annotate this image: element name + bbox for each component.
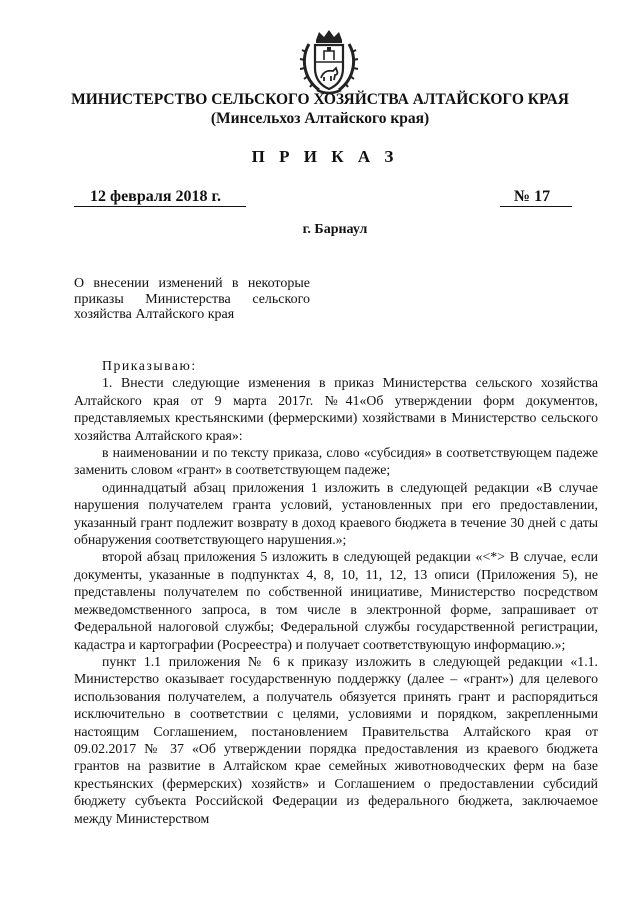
order-subject: О внесении изменений в некоторые приказы Министерства сельского хозяйства Алтайского края: [74, 276, 310, 322]
body-paragraph: одиннадцатый абзац приложения 1 изложить в следующей редакции «В случае нарушения получателем гранта условий, установленных при его предоставлении, указанный грант подлежит возврату в доход краевого бюджета в течение 30 дней с даты обнаружения соответствующего нарушения.»;: [74, 479, 598, 548]
order-number: № 17: [500, 188, 572, 207]
ministry-short-name: (Минсельхоз Алтайского края): [210, 110, 430, 127]
body-paragraph: второй абзац приложения 5 изложить в следующей редакции «<*> В случае, если документы, указанные в подпунктах 4, 8, 10, 11, 12, 13 описи (Приложения 5), не представлены получателем по собственной инициативе, Министерство посредством межведомственного запроса, в том числе в электронной форме, запрашивает от Федеральной налоговой службы; Федеральной службы государственной регистрации, кадастра и картографии (Росреестра) и получает соответствующую информацию.»;: [74, 549, 598, 652]
altai-krai-coat-of-arms-icon: [297, 30, 361, 96]
order-date: 12 февраля 2018 г.: [74, 188, 246, 207]
body-paragraph: пункт 1.1 приложения № 6 к приказу изложить в следующей редакции «1.1. Министерство оказывает государственную поддержку (далее – «грант») для целевого использования получателем, а получатель обязуется принять грант и распорядиться исключительно в соответствии с целями, условиями и порядком, закрепленными настоящим Соглашением, постановлением Правительства Алтайского края от 09.02.2017 № 37 «Об утверждении порядка предоставления из краевого бюджета грантов на развитие в Алтайском крае семейных животноводческих ферм на базе крестьянских (фермерских) хозяйств» и Соглашением о предоставлении субсидий бюджету субъекта Российской Федерации из федерального бюджета, заключаемое между Министерством: [74, 653, 598, 826]
document-title: П Р И К А З: [251, 147, 399, 166]
order-intro: Приказываю:: [102, 358, 197, 373]
order-body: [74, 357, 598, 827]
body-paragraph: 1. Внести следующие изменения в приказ Министерства сельского хозяйства Алтайского края от 9 марта 2017г. №41«Об утверждении форм документов, представляемых крестьянскими (фермерскими) хозяйствами в Министерство сельского хозяйства Алтайского края»:: [74, 375, 598, 443]
body-paragraph: в наименовании и по тексту приказа, слово «субсидия» в соответствующем падеже заменить словом «грант» в соответствующем падеже;: [74, 445, 598, 478]
ministry-name: МИНИСТЕРСТВО СЕЛЬСКОГО ХОЗЯЙСТВА АЛТАЙСКОГО КРАЯ: [71, 91, 569, 108]
order-city: г. Барнаул: [302, 222, 368, 237]
